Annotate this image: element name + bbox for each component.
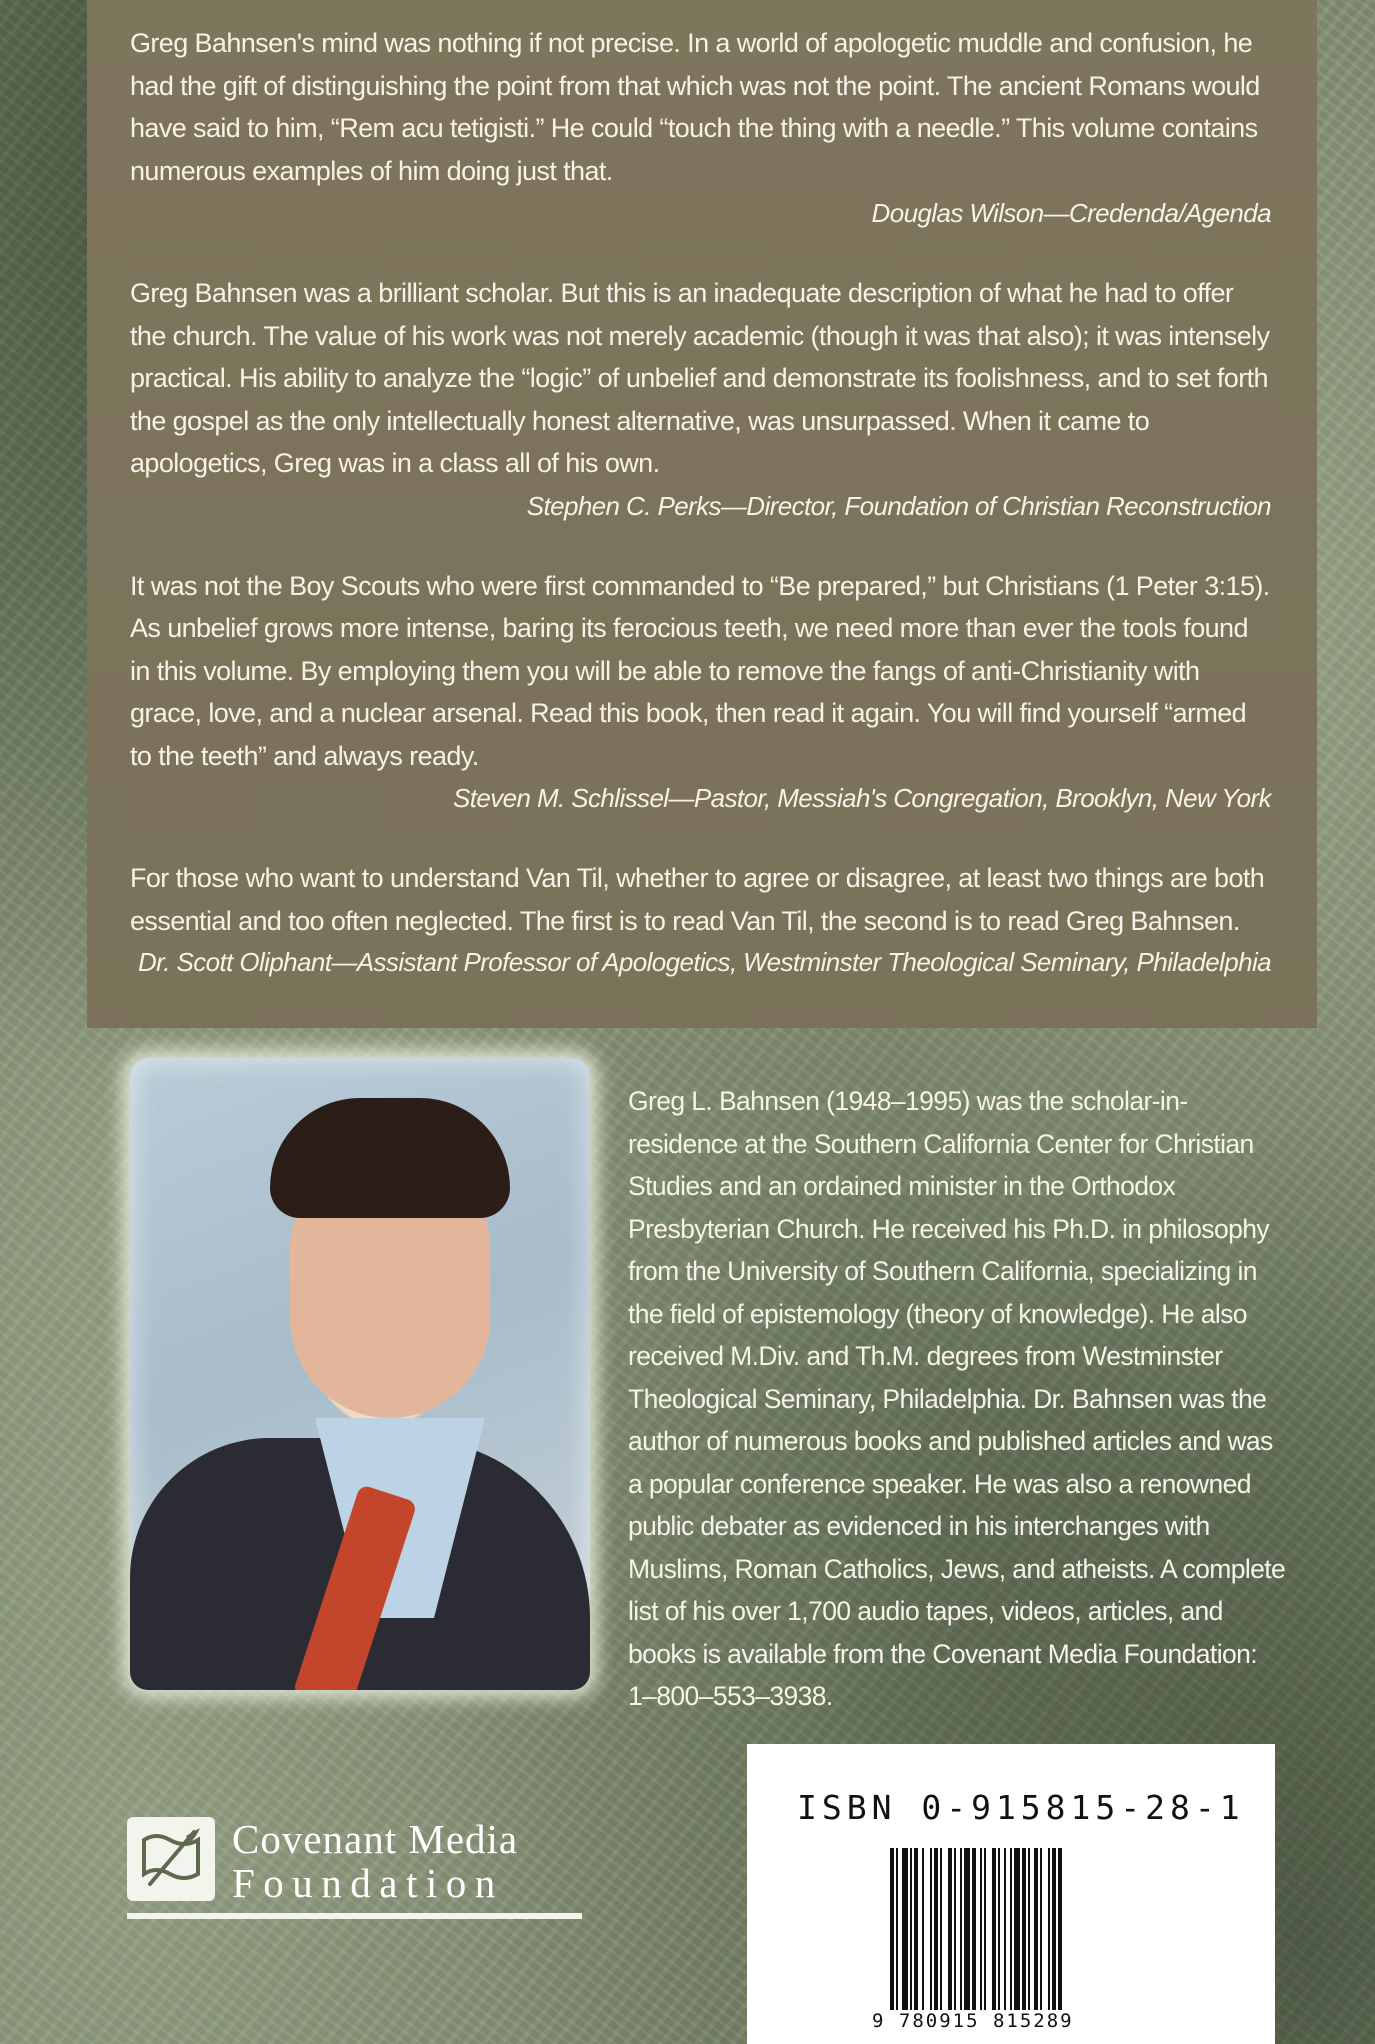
endorsement-attribution: Dr. Scott Oliphant—Assistant Professor of Apologetics, Westminster Theological Seminary, Philadelphia: [137, 947, 1271, 977]
barcode-bar: [948, 1848, 952, 2010]
barcode-bar: [940, 1848, 942, 2010]
endorsement-text: Greg Bahnsen's mind was nothing if not precise. In a world of apologetic muddle and confusion, he had the gift of distinguishing the point from that which was not the point. The ancient Romans would have said to him, “Rem acu tetigisti.” He could “touch the thing with a needle.” This volume contains numerous examples of him doing just that.: [130, 28, 1260, 186]
endorsement-attribution: Steven M. Schlissel—Pastor, Messiah's Congregation, Brooklyn, New York: [453, 783, 1271, 813]
endorsement-text: It was not the Boy Scouts who were first commanded to “Be prepared,” but Christians (1 Peter 3:15). As unbelief grows more intense, baring its ferocious teeth, we need more than ever the tools found in this volume. By employing them you will be able to remove the fangs of anti-Christianity with grace, love, and a nuclear arsenal. Read this book, then read it again. You will find yourself “armed to the teeth” and always ready.: [130, 570, 1270, 771]
barcode-bar: [980, 1848, 982, 2010]
author-bio: [628, 1080, 1288, 1718]
isbn-barcode-box: [747, 1744, 1275, 2044]
endorsement-text: For those who want to understand Van Til, whether to agree or disagree, at least two things are both essential and too often neglected. The first is to read Van Til, the second is to read Greg Bahnsen.: [130, 863, 1265, 936]
barcode-bar: [934, 1848, 938, 2010]
barcode-bar: [1028, 1848, 1030, 2010]
barcode: [890, 1848, 1118, 2010]
barcode-bar: [984, 1848, 986, 2010]
barcode-bar: [1010, 1848, 1012, 2010]
barcode-bar: [954, 1848, 956, 2010]
photo-hair: [270, 1098, 510, 1218]
publisher-logo: [127, 1813, 582, 1921]
barcode-bar: [890, 1848, 894, 2010]
endorsement-4: [130, 857, 1271, 982]
barcode-bar: [896, 1848, 898, 2010]
barcode-bar: [1052, 1848, 1056, 2010]
endorsement-1: [130, 22, 1271, 234]
barcode-bar: [972, 1848, 976, 2010]
barcode-bar: [1022, 1848, 1026, 2010]
barcode-bar: [1040, 1848, 1042, 2010]
barcode-bar: [992, 1848, 996, 2010]
publisher-name-line1: Covenant Media: [232, 1816, 519, 1862]
barcode-bar: [914, 1848, 918, 2010]
publisher-name-line2: Foundation: [232, 1860, 504, 1906]
scroll-quill-icon: [127, 1817, 215, 1901]
endorsement-attribution: Douglas Wilson—Credenda/Agenda: [871, 198, 1271, 228]
barcode-bar: [998, 1848, 1000, 2010]
endorsement-3: [130, 565, 1271, 820]
barcode-bar: [1058, 1848, 1062, 2010]
endorsement-attribution: Stephen C. Perks—Director, Foundation of Christian Reconstruction: [526, 490, 1271, 521]
barcode-bar: [1014, 1848, 1020, 2010]
endorsements-panel: [87, 0, 1317, 1028]
author-photo: [130, 1058, 590, 1690]
barcode-number: 9 780915 815289: [872, 2010, 1074, 2032]
endorsement-text: Greg Bahnsen was a brilliant scholar. But this is an inadequate description of what he had to offer the church. The value of his work was not merely academic (though it was that also); it was intensely practical. His ability to analyze the “logic” of unbelief and demonstrate its foolishness, and to set forth the gospel as the only intellectually honest alternative, was unsurpassed. When it came to apologetics, Greg was in a class all of his own.: [130, 278, 1270, 478]
endorsement-2: [130, 272, 1271, 527]
barcode-bar: [1048, 1848, 1050, 2010]
barcode-bar: [1034, 1848, 1038, 2010]
barcode-bar: [964, 1848, 970, 2010]
barcode-bar: [1004, 1848, 1006, 2010]
barcode-bar: [922, 1848, 924, 2010]
barcode-bar: [930, 1848, 932, 2010]
isbn-label: ISBN 0-915815-28-1: [797, 1788, 1245, 1827]
barcode-bar: [902, 1848, 908, 2010]
author-bio-text: Greg L. Bahnsen (1948–1995) was the scholar-in-residence at the Southern California Center for Christian Studies and an ordained minister in the Orthodox Presbyterian Church. He received his Ph.D. in philosophy from the University of Southern California, specializing in the field of epistemology (theory of knowledge). He also received M.Div. and Th.M. degrees from Westminster Theological Seminary, Philadelphia. Dr. Bahnsen was the author of numerous books and published articles and was a popular conference speaker. He was also a renowned public debater as evidenced in his interchanges with Muslims, Roman Catholics, Jews, and atheists. A complete list of his over 1,700 audio tapes, videos, articles, and books is available from the Covenant Media Foundation: 1–800–553–3938.: [628, 1086, 1286, 1711]
barcode-bar: [960, 1848, 962, 2010]
barcode-bar: [910, 1848, 912, 2010]
publisher-underline: [127, 1913, 582, 1919]
